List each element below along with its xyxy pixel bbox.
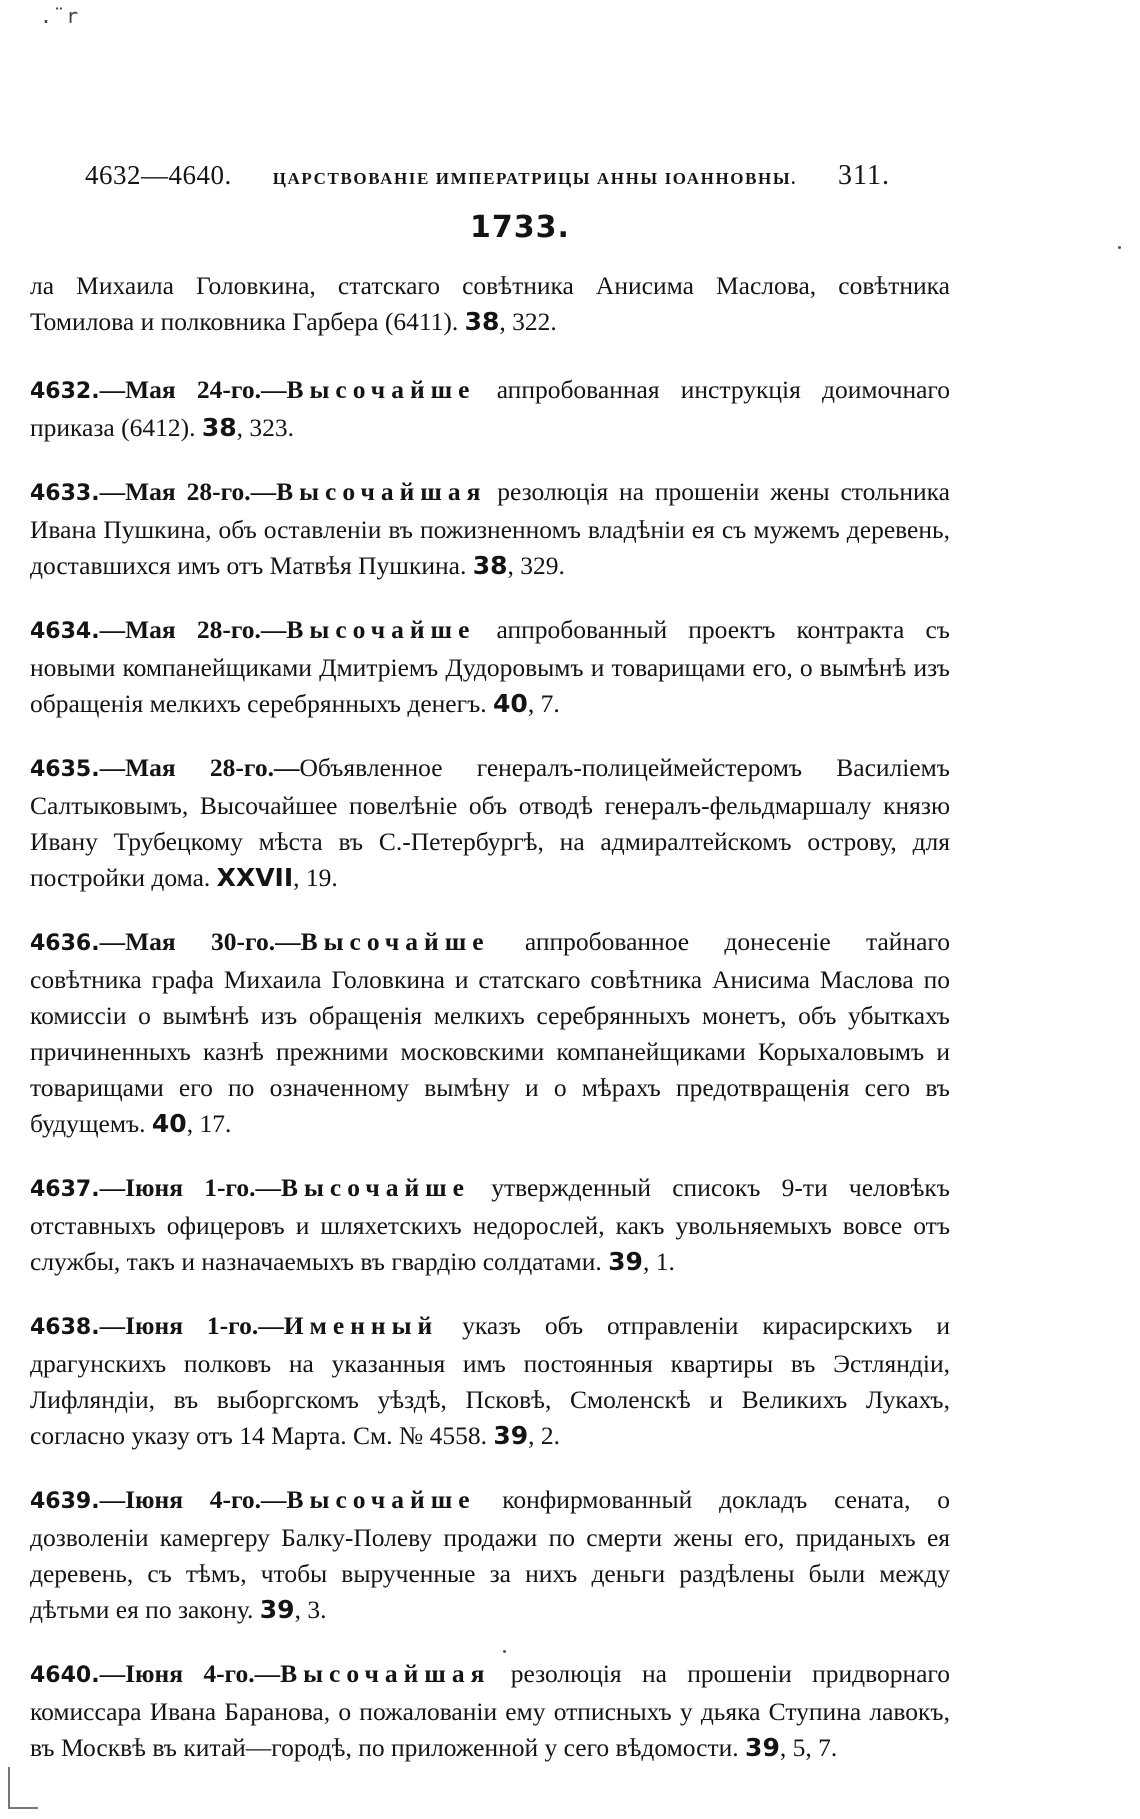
entry-number: 4632. — [30, 379, 100, 404]
entry-text: указъ объ отправленіи кирасирскихъ и драгунскихъ полковъ на указанныя имъ постоянныя квартиры въ Эстляндіи, Лифляндіи, въ выборгскомъ уѣздѣ, Псковѣ, Смоленскѣ и Великихъ Лукахъ, согласно указу отъ 14 Марта. См. № 4558. — [30, 1311, 950, 1450]
year-heading: 1733. — [470, 210, 570, 245]
entry-paragraph — [30, 1308, 950, 1454]
entry-range: 4632—4640. — [85, 160, 232, 190]
entry-4637 — [30, 1170, 950, 1280]
page-ref: , 323. — [236, 413, 295, 442]
entry-spaced-word: Именный — [283, 1311, 439, 1340]
volume-ref: 39 — [745, 1733, 780, 1762]
entry-text: конфирмованный докладъ сената, о дозволеніи камергеру Балку-Полеву продажи по смерти жены его, приданыхъ ея деревень, съ тѣмъ, чтобы вырученные за нихъ деньги раздѣлены были между дѣтьми ея по закону. — [30, 1485, 950, 1624]
entry-4638 — [30, 1308, 950, 1454]
volume-ref: 38 — [472, 551, 508, 580]
entry-number: 4635. — [30, 757, 100, 782]
page-ref: , 7. — [527, 689, 560, 718]
entry-text: аппробованное донесеніе тайнаго совѣтника графа Михаила Головкина и статскаго совѣтника Анисима Маслова по комиссіи о вымѣнѣ изъ обращенія мелкихъ серебрянныхъ монетъ, объ убыткахъ причиненныхъ казнѣ прежними московскими компанейщиками Корыхаловымъ и товарищами его по означенному вымѣну и о мѣрахъ предотвращенія сего въ будущемъ. — [30, 927, 950, 1138]
crop-corner-mark — [8, 1767, 38, 1809]
entry-date: —Мая 28-го.— — [99, 615, 287, 644]
entry-spaced-word: Высочайшая — [276, 477, 487, 506]
page-ref: , 2. — [528, 1421, 561, 1450]
entry-date: —Мая 28-го.— — [99, 753, 300, 782]
entry-spaced-word: Высочайше — [286, 375, 476, 404]
page-ref: , 17. — [186, 1109, 232, 1138]
entry-number: 4637. — [30, 1177, 100, 1202]
entry-date: —Іюня 1-го.— — [99, 1311, 284, 1340]
volume-ref: 39 — [259, 1595, 295, 1624]
top-corner-mark: .¨r — [40, 4, 80, 28]
continuation-paragraph — [30, 268, 950, 340]
entry-paragraph — [30, 1170, 950, 1280]
entry-number: 4634. — [30, 619, 100, 644]
entry-paragraph — [30, 1656, 950, 1766]
entry-date: —Мая 30-го.— — [99, 927, 301, 956]
entry-4639 — [30, 1482, 950, 1628]
entry-4635 — [30, 750, 950, 896]
entry-paragraph — [30, 372, 950, 446]
volume-ref: 39 — [493, 1421, 529, 1450]
entry-number: 4639. — [30, 1489, 100, 1514]
entry-spaced-word: Высочайше — [286, 1485, 476, 1514]
running-head — [85, 160, 890, 194]
scan-speck — [1118, 246, 1121, 249]
entry-text: аппробованный проектъ контракта съ новыми компанейщиками Дмитріемъ Дудоровымъ и товарищами его, о вымѣнѣ изъ обращенія мелкихъ серебрянныхъ денегъ. — [30, 615, 950, 718]
volume-ref: 38 — [201, 413, 237, 442]
entry-date: —Іюня 4-го.— — [99, 1659, 281, 1688]
entry-4636 — [30, 924, 950, 1142]
entry-paragraph — [30, 924, 950, 1142]
entry-spaced-word: Высочайшая — [280, 1659, 491, 1688]
page-ref: , 329. — [507, 551, 565, 580]
volume-ref: 40 — [151, 1109, 187, 1138]
entry-paragraph — [30, 1482, 950, 1628]
volume-ref: XXVII — [216, 863, 294, 892]
entry-text: аппробованная инструкція доимочнаго приказа (6412). — [30, 375, 950, 442]
entry-4634 — [30, 612, 950, 722]
entry-spaced-word: Высочайше — [300, 927, 490, 956]
entry-number: 4633. — [30, 481, 100, 506]
entry-text: Объявленное генералъ-полицеймейстеромъ Василіемъ Салтыковымъ, Высочайшее повелѣніе объ отводѣ генералъ-фельдмаршалу князю Ивану Трубецкому мѣста въ С.-Петербургѣ, на адмиралтейскомъ острову, для постройки дома. — [30, 753, 950, 892]
page-ref: , 19. — [293, 863, 338, 892]
entry-4632 — [30, 372, 950, 446]
entry-text: утвержденный списокъ 9-ти человѣкъ отставныхъ офицеровъ и шляхетскихъ недорослей, какъ увольняемыхъ вовсе отъ службы, такъ и назначаемыхъ въ гвардію солдатами. — [30, 1173, 950, 1276]
scan-speck — [503, 1650, 506, 1653]
continuation-text: ла Михаила Головкина, статскаго совѣтника Анисима Маслова, совѣтника Томилова и полковника Гарбера (6411). — [30, 271, 950, 336]
entry-paragraph — [30, 474, 950, 584]
page-ref: , 1. — [642, 1247, 675, 1276]
volume-ref: 39 — [608, 1247, 643, 1276]
page-ref: , 322. — [499, 307, 557, 336]
entry-text: резолюція на прошеніи придворнаго комиссара Ивана Баранова, о пожалованіи ему отписныхъ у дьяка Ступина лавокъ, въ Москвѣ въ китай—городѣ, по приложенной у сего вѣдомости. — [30, 1659, 950, 1762]
entry-number: 4636. — [30, 931, 100, 956]
entry-date: —Іюня 1-го.— — [99, 1173, 281, 1202]
page-number: 311. — [838, 160, 890, 191]
entry-4640 — [30, 1656, 950, 1766]
running-title: ЦАРСТВОВАНІЕ ИМПЕРАТРИЦЫ АННЫ ІОАННОВНЫ. — [272, 169, 798, 188]
entry-paragraph — [30, 612, 950, 722]
entries-body — [30, 268, 950, 1794]
entry-date: —Іюня 4-го.— — [99, 1485, 287, 1514]
volume-ref: 40 — [493, 689, 528, 718]
entry-number: 4638. — [30, 1315, 100, 1340]
volume-ref: 38 — [464, 307, 500, 336]
entry-date: —Мая 28-го.— — [99, 477, 277, 506]
entry-number: 4640. — [30, 1663, 100, 1688]
continuation-entry — [30, 268, 950, 340]
entry-spaced-word: Высочайше — [281, 1173, 470, 1202]
entry-date: —Мая 24-го.— — [99, 375, 287, 404]
entry-4633 — [30, 474, 950, 584]
entry-text: резолюція на прошеніи жены стольника Ивана Пушкина, объ оставленіи въ пожизненномъ владѣніи ея съ мужемъ деревень, доставшихся имъ отъ Матвѣя Пушкина. — [30, 477, 950, 580]
page-ref: , 5, 7. — [779, 1733, 838, 1762]
page-ref: , 3. — [294, 1595, 327, 1624]
entry-paragraph — [30, 750, 950, 896]
entry-spaced-word: Высочайше — [286, 615, 476, 644]
